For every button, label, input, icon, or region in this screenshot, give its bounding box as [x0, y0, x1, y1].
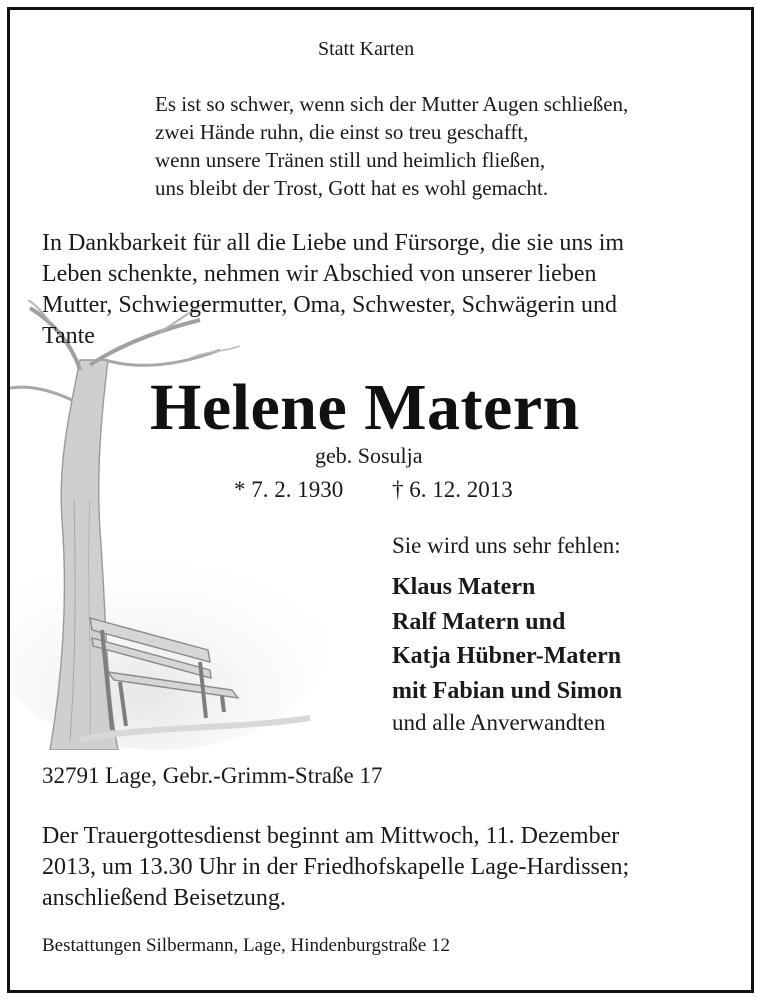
service-line: anschließend Beisetzung. — [42, 885, 286, 911]
intro-text — [42, 228, 624, 352]
address: 32791 Lage, Gebr.-Grimm-Straße 17 — [42, 763, 383, 788]
poem-line: zwei Hände ruhn, die einst so treu geschafft, — [155, 120, 529, 144]
poem-line: Es ist so schwer, wenn sich der Mutter Augen schließen, — [155, 92, 629, 116]
tree-and-bench-illustration — [10, 300, 330, 750]
intro-line: Leben schenkte, nehmen wir Abschied von unserer lieben — [42, 261, 597, 287]
relatives-text: und alle Anverwandten — [392, 710, 606, 735]
mourner-name: mit Fabian und Simon — [392, 677, 623, 704]
birth-name: geb. Sosulja — [315, 443, 423, 468]
mourner-name: Ralf Matern und — [392, 608, 566, 635]
intro-line: Mutter, Schwiegermutter, Oma, Schwester, Schwägerin und — [42, 292, 617, 318]
mourners-list — [392, 570, 622, 708]
birth-date: * 7. 2. 1930 — [234, 477, 344, 502]
mourners-intro: Sie wird uns sehr fehlen: — [392, 533, 621, 558]
intro-line: In Dankbarkeit für all die Liebe und Fürsorge, die sie uns im — [42, 230, 625, 256]
service-line: 2013, um 13.30 Uhr in der Friedhofskapelle Lage-Hardissen; — [42, 854, 630, 880]
mourner-name: Klaus Matern — [392, 574, 536, 600]
poem — [155, 90, 628, 202]
mourner-name: Katja Hübner-Matern — [392, 643, 622, 669]
service-line: Der Trauergottesdienst beginnt am Mittwoch, 11. Dezember — [42, 823, 620, 849]
statt-karten-text: Statt Karten — [318, 38, 415, 60]
poem-line: wenn unsere Tränen still und heimlich fließen, — [155, 148, 546, 172]
undertaker: Bestattungen Silbermann, Lage, Hindenburgstraße 12 — [42, 935, 451, 956]
death-date: † 6. 12. 2013 — [392, 477, 513, 502]
deceased-name: Helene Matern — [150, 371, 580, 444]
poem-line: uns bleibt der Trost, Gott hat es wohl gemacht. — [155, 176, 549, 200]
service-info — [42, 821, 629, 914]
intro-line: Tante — [42, 323, 95, 349]
